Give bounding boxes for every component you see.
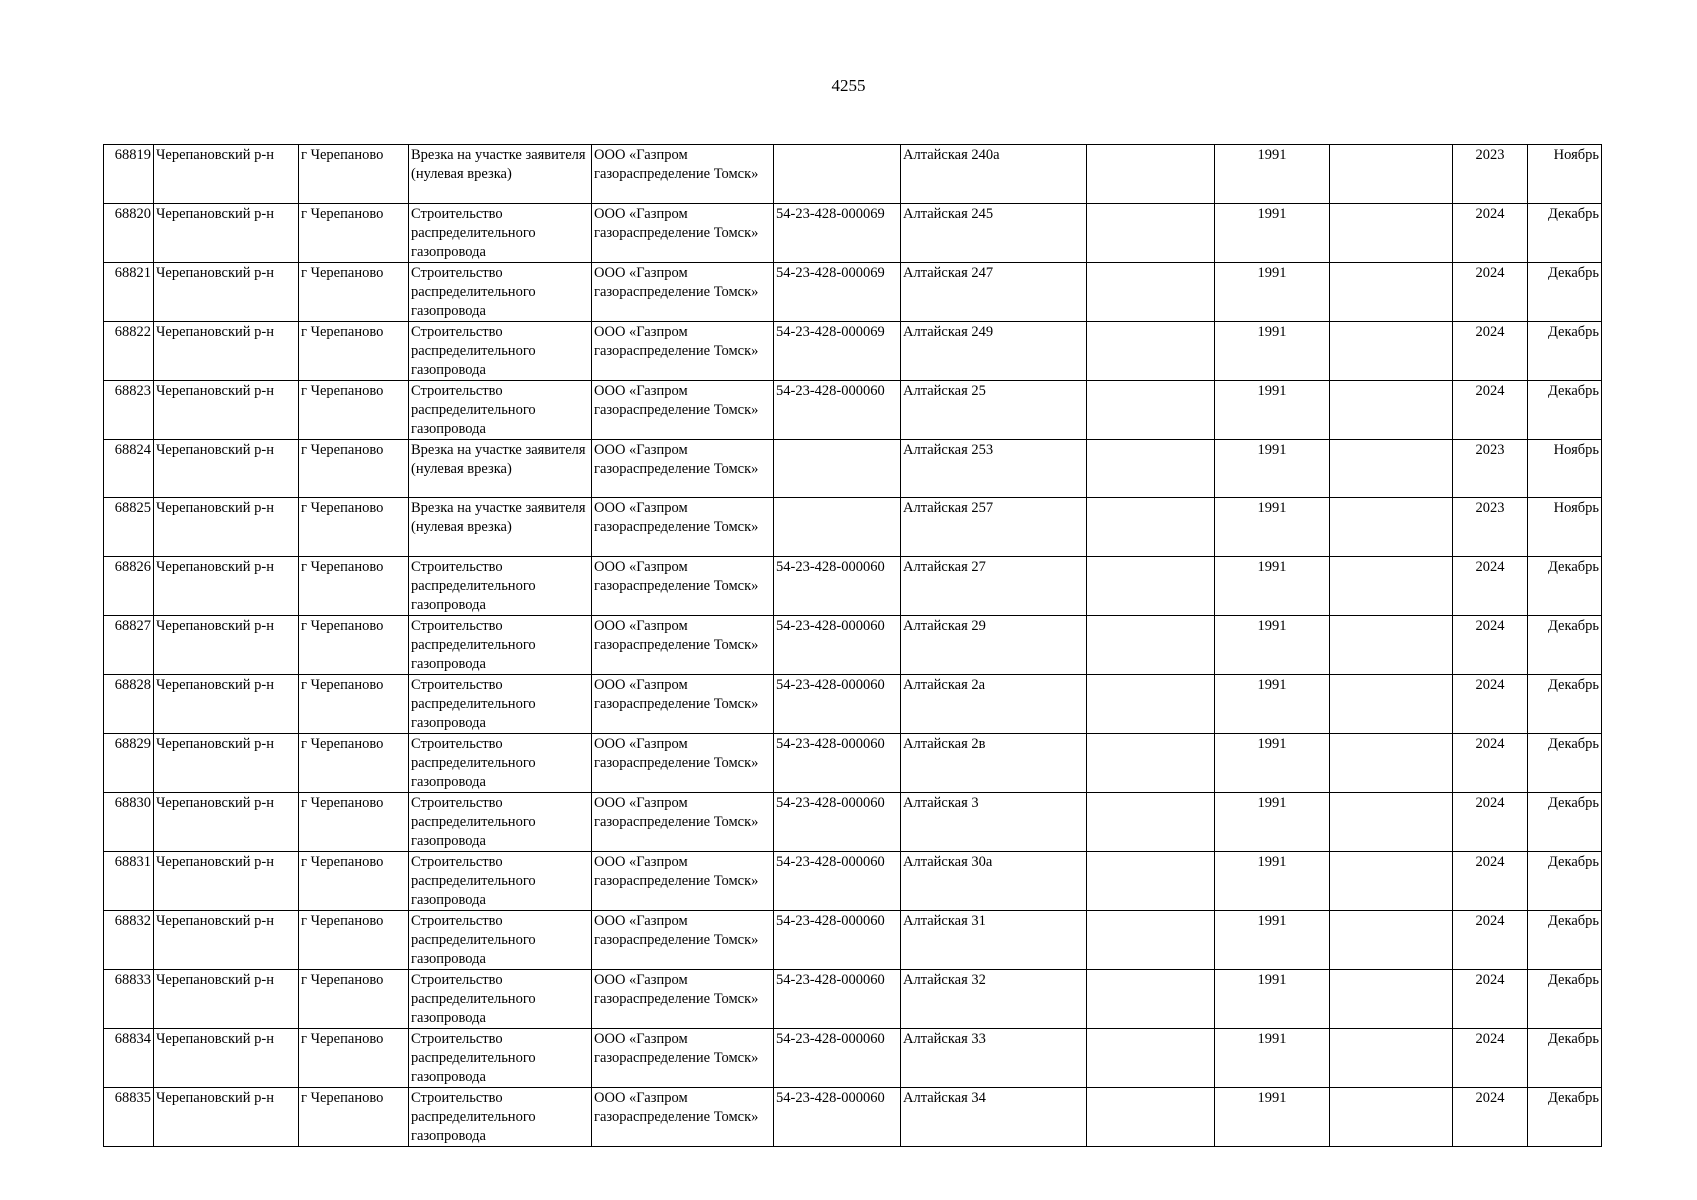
cell-code: 54-23-428-000060 — [774, 852, 901, 911]
cell-year: 1991 — [1215, 439, 1330, 498]
table-row — [104, 911, 1602, 970]
cell-plan-year: 2024 — [1453, 1029, 1528, 1088]
cell-organization: ООО «Газпром газораспределение Томск» — [592, 1088, 774, 1147]
cell-work-type: Строительство распределительного газопровода — [409, 262, 592, 321]
cell-work-type: Строительство распределительного газопровода — [409, 1029, 592, 1088]
cell-code: 54-23-428-000060 — [774, 911, 901, 970]
cell-organization: ООО «Газпром газораспределение Томск» — [592, 793, 774, 852]
cell-address: Алтайская 2а — [901, 675, 1087, 734]
table-row — [104, 321, 1602, 380]
cell-month: Декабрь — [1528, 675, 1602, 734]
cell-address: Алтайская 27 — [901, 557, 1087, 616]
cell-organization: ООО «Газпром газораспределение Томск» — [592, 734, 774, 793]
cell-empty — [1330, 911, 1453, 970]
cell-id: 68821 — [104, 262, 154, 321]
cell-code: 54-23-428-000069 — [774, 262, 901, 321]
cell-year: 1991 — [1215, 557, 1330, 616]
cell-empty — [1330, 793, 1453, 852]
cell-id: 68829 — [104, 734, 154, 793]
cell-month: Декабрь — [1528, 793, 1602, 852]
table-row — [104, 498, 1602, 557]
cell-plan-year: 2024 — [1453, 734, 1528, 793]
cell-empty — [1330, 380, 1453, 439]
cell-locality: г Черепаново — [299, 321, 409, 380]
cell-address: Алтайская 31 — [901, 911, 1087, 970]
cell-empty — [1330, 1029, 1453, 1088]
cell-work-type: Строительство распределительного газопровода — [409, 911, 592, 970]
cell-id: 68830 — [104, 793, 154, 852]
table-row — [104, 145, 1602, 204]
cell-empty — [1087, 439, 1215, 498]
cell-locality: г Черепаново — [299, 852, 409, 911]
cell-empty — [1087, 498, 1215, 557]
cell-organization: ООО «Газпром газораспределение Томск» — [592, 852, 774, 911]
cell-year: 1991 — [1215, 793, 1330, 852]
table-row — [104, 616, 1602, 675]
cell-id: 68832 — [104, 911, 154, 970]
cell-id: 68828 — [104, 675, 154, 734]
cell-district: Черепановский р-н — [154, 970, 299, 1029]
cell-address: Алтайская 33 — [901, 1029, 1087, 1088]
cell-empty — [1087, 380, 1215, 439]
cell-id: 68834 — [104, 1029, 154, 1088]
cell-address: Алтайская 34 — [901, 1088, 1087, 1147]
cell-empty — [1087, 1029, 1215, 1088]
cell-empty — [1087, 852, 1215, 911]
cell-locality: г Черепаново — [299, 911, 409, 970]
cell-locality: г Черепаново — [299, 145, 409, 204]
cell-empty — [1330, 734, 1453, 793]
cell-organization: ООО «Газпром газораспределение Томск» — [592, 439, 774, 498]
cell-address: Алтайская 2в — [901, 734, 1087, 793]
table-row — [104, 262, 1602, 321]
cell-empty — [1087, 262, 1215, 321]
cell-code: 54-23-428-000060 — [774, 557, 901, 616]
cell-address: Алтайская 257 — [901, 498, 1087, 557]
cell-empty — [1087, 970, 1215, 1029]
cell-empty — [1330, 498, 1453, 557]
cell-work-type: Строительство распределительного газопровода — [409, 203, 592, 262]
cell-empty — [1330, 203, 1453, 262]
cell-organization: ООО «Газпром газораспределение Томск» — [592, 321, 774, 380]
cell-id: 68824 — [104, 439, 154, 498]
cell-plan-year: 2024 — [1453, 793, 1528, 852]
cell-code: 54-23-428-000069 — [774, 203, 901, 262]
table-row — [104, 852, 1602, 911]
cell-address: Алтайская 32 — [901, 970, 1087, 1029]
cell-empty — [1330, 557, 1453, 616]
cell-address: Алтайская 29 — [901, 616, 1087, 675]
cell-year: 1991 — [1215, 1088, 1330, 1147]
cell-empty — [1330, 852, 1453, 911]
cell-locality: г Черепаново — [299, 380, 409, 439]
cell-organization: ООО «Газпром газораспределение Томск» — [592, 616, 774, 675]
cell-month: Ноябрь — [1528, 498, 1602, 557]
cell-address: Алтайская 245 — [901, 203, 1087, 262]
cell-district: Черепановский р-н — [154, 145, 299, 204]
cell-plan-year: 2024 — [1453, 911, 1528, 970]
cell-code: 54-23-428-000060 — [774, 970, 901, 1029]
cell-month: Декабрь — [1528, 321, 1602, 380]
cell-work-type: Строительство распределительного газопровода — [409, 852, 592, 911]
cell-locality: г Черепаново — [299, 498, 409, 557]
cell-district: Черепановский р-н — [154, 262, 299, 321]
cell-month: Декабрь — [1528, 616, 1602, 675]
cell-plan-year: 2024 — [1453, 380, 1528, 439]
cell-organization: ООО «Газпром газораспределение Томск» — [592, 1029, 774, 1088]
cell-year: 1991 — [1215, 380, 1330, 439]
table-row — [104, 1029, 1602, 1088]
cell-empty — [1330, 616, 1453, 675]
cell-year: 1991 — [1215, 911, 1330, 970]
cell-organization: ООО «Газпром газораспределение Томск» — [592, 145, 774, 204]
cell-plan-year: 2024 — [1453, 675, 1528, 734]
cell-empty — [1087, 911, 1215, 970]
cell-address: Алтайская 240а — [901, 145, 1087, 204]
cell-id: 68835 — [104, 1088, 154, 1147]
cell-organization: ООО «Газпром газораспределение Томск» — [592, 380, 774, 439]
cell-organization: ООО «Газпром газораспределение Томск» — [592, 203, 774, 262]
cell-code: 54-23-428-000060 — [774, 793, 901, 852]
cell-work-type: Строительство распределительного газопровода — [409, 970, 592, 1029]
cell-month: Декабрь — [1528, 1088, 1602, 1147]
cell-locality: г Черепаново — [299, 203, 409, 262]
cell-code: 54-23-428-000060 — [774, 616, 901, 675]
cell-work-type: Строительство распределительного газопровода — [409, 675, 592, 734]
table-row — [104, 557, 1602, 616]
cell-district: Черепановский р-н — [154, 793, 299, 852]
cell-year: 1991 — [1215, 616, 1330, 675]
cell-locality: г Черепаново — [299, 616, 409, 675]
cell-work-type: Врезка на участке заявителя (нулевая врезка) — [409, 498, 592, 557]
cell-work-type: Строительство распределительного газопровода — [409, 616, 592, 675]
cell-empty — [1330, 675, 1453, 734]
cell-locality: г Черепаново — [299, 970, 409, 1029]
table-row — [104, 734, 1602, 793]
cell-empty — [1330, 145, 1453, 204]
cell-month: Декабрь — [1528, 380, 1602, 439]
cell-locality: г Черепаново — [299, 734, 409, 793]
cell-plan-year: 2024 — [1453, 970, 1528, 1029]
cell-id: 68827 — [104, 616, 154, 675]
cell-organization: ООО «Газпром газораспределение Томск» — [592, 498, 774, 557]
cell-id: 68823 — [104, 380, 154, 439]
cell-year: 1991 — [1215, 970, 1330, 1029]
cell-plan-year: 2023 — [1453, 145, 1528, 204]
cell-district: Черепановский р-н — [154, 439, 299, 498]
cell-empty — [1330, 1088, 1453, 1147]
cell-plan-year: 2023 — [1453, 498, 1528, 557]
cell-organization: ООО «Газпром газораспределение Томск» — [592, 675, 774, 734]
table-row — [104, 380, 1602, 439]
cell-organization: ООО «Газпром газораспределение Томск» — [592, 970, 774, 1029]
cell-id: 68822 — [104, 321, 154, 380]
table-row — [104, 1088, 1602, 1147]
table-body — [104, 145, 1602, 1147]
cell-empty — [1087, 793, 1215, 852]
cell-year: 1991 — [1215, 321, 1330, 380]
cell-empty — [1330, 439, 1453, 498]
cell-empty — [1087, 203, 1215, 262]
cell-district: Черепановский р-н — [154, 675, 299, 734]
table-row — [104, 439, 1602, 498]
cell-empty — [1087, 557, 1215, 616]
cell-work-type: Врезка на участке заявителя (нулевая врезка) — [409, 439, 592, 498]
cell-locality: г Черепаново — [299, 262, 409, 321]
cell-code: 54-23-428-000060 — [774, 675, 901, 734]
cell-code: 54-23-428-000060 — [774, 1029, 901, 1088]
table-row — [104, 970, 1602, 1029]
cell-work-type: Врезка на участке заявителя (нулевая врезка) — [409, 145, 592, 204]
cell-code: 54-23-428-000069 — [774, 321, 901, 380]
cell-plan-year: 2023 — [1453, 439, 1528, 498]
cell-address: Алтайская 253 — [901, 439, 1087, 498]
cell-locality: г Черепаново — [299, 793, 409, 852]
cell-month: Ноябрь — [1528, 145, 1602, 204]
page-number: 4255 — [831, 76, 866, 95]
cell-organization: ООО «Газпром газораспределение Томск» — [592, 557, 774, 616]
cell-code: 54-23-428-000060 — [774, 1088, 901, 1147]
cell-locality: г Черепаново — [299, 557, 409, 616]
cell-code: 54-23-428-000060 — [774, 380, 901, 439]
cell-month: Ноябрь — [1528, 439, 1602, 498]
cell-month: Декабрь — [1528, 262, 1602, 321]
cell-empty — [1330, 262, 1453, 321]
cell-organization: ООО «Газпром газораспределение Томск» — [592, 911, 774, 970]
cell-locality: г Черепаново — [299, 1088, 409, 1147]
cell-district: Черепановский р-н — [154, 1029, 299, 1088]
cell-month: Декабрь — [1528, 911, 1602, 970]
cell-month: Декабрь — [1528, 734, 1602, 793]
cell-year: 1991 — [1215, 145, 1330, 204]
cell-code — [774, 145, 901, 204]
cell-empty — [1087, 616, 1215, 675]
cell-address: Алтайская 30а — [901, 852, 1087, 911]
cell-plan-year: 2024 — [1453, 262, 1528, 321]
cell-year: 1991 — [1215, 734, 1330, 793]
cell-address: Алтайская 249 — [901, 321, 1087, 380]
cell-year: 1991 — [1215, 262, 1330, 321]
cell-organization: ООО «Газпром газораспределение Томск» — [592, 262, 774, 321]
cell-id: 68833 — [104, 970, 154, 1029]
cell-empty — [1330, 970, 1453, 1029]
cell-district: Черепановский р-н — [154, 557, 299, 616]
cell-plan-year: 2024 — [1453, 203, 1528, 262]
cell-month: Декабрь — [1528, 203, 1602, 262]
cell-locality: г Черепаново — [299, 675, 409, 734]
cell-empty — [1087, 1088, 1215, 1147]
cell-empty — [1330, 321, 1453, 380]
cell-work-type: Строительство распределительного газопровода — [409, 734, 592, 793]
cell-year: 1991 — [1215, 1029, 1330, 1088]
cell-district: Черепановский р-н — [154, 734, 299, 793]
cell-district: Черепановский р-н — [154, 380, 299, 439]
cell-id: 68826 — [104, 557, 154, 616]
cell-work-type: Строительство распределительного газопровода — [409, 1088, 592, 1147]
cell-empty — [1087, 675, 1215, 734]
cell-work-type: Строительство распределительного газопровода — [409, 557, 592, 616]
cell-address: Алтайская 3 — [901, 793, 1087, 852]
cell-address: Алтайская 247 — [901, 262, 1087, 321]
cell-id: 68819 — [104, 145, 154, 204]
cell-locality: г Черепаново — [299, 439, 409, 498]
cell-empty — [1087, 145, 1215, 204]
cell-plan-year: 2024 — [1453, 1088, 1528, 1147]
cell-year: 1991 — [1215, 852, 1330, 911]
cell-work-type: Строительство распределительного газопровода — [409, 793, 592, 852]
cell-month: Декабрь — [1528, 970, 1602, 1029]
cell-locality: г Черепаново — [299, 1029, 409, 1088]
cell-month: Декабрь — [1528, 557, 1602, 616]
cell-district: Черепановский р-н — [154, 1088, 299, 1147]
cell-district: Черепановский р-н — [154, 498, 299, 557]
cell-empty — [1087, 734, 1215, 793]
cell-year: 1991 — [1215, 498, 1330, 557]
cell-empty — [1087, 321, 1215, 380]
cell-code — [774, 439, 901, 498]
cell-code — [774, 498, 901, 557]
cell-plan-year: 2024 — [1453, 557, 1528, 616]
cell-work-type: Строительство распределительного газопровода — [409, 321, 592, 380]
cell-id: 68820 — [104, 203, 154, 262]
cell-plan-year: 2024 — [1453, 852, 1528, 911]
cell-district: Черепановский р-н — [154, 616, 299, 675]
cell-year: 1991 — [1215, 675, 1330, 734]
cell-district: Черепановский р-н — [154, 321, 299, 380]
table-row — [104, 793, 1602, 852]
cell-id: 68825 — [104, 498, 154, 557]
cell-month: Декабрь — [1528, 1029, 1602, 1088]
cell-year: 1991 — [1215, 203, 1330, 262]
cell-month: Декабрь — [1528, 852, 1602, 911]
cell-plan-year: 2024 — [1453, 616, 1528, 675]
cell-district: Черепановский р-н — [154, 852, 299, 911]
cell-address: Алтайская 25 — [901, 380, 1087, 439]
cell-district: Черепановский р-н — [154, 203, 299, 262]
cell-plan-year: 2024 — [1453, 321, 1528, 380]
cell-work-type: Строительство распределительного газопровода — [409, 380, 592, 439]
table-row — [104, 675, 1602, 734]
cell-district: Черепановский р-н — [154, 911, 299, 970]
gasification-registry-table — [103, 144, 1602, 1147]
cell-code: 54-23-428-000060 — [774, 734, 901, 793]
cell-id: 68831 — [104, 852, 154, 911]
table-row — [104, 203, 1602, 262]
